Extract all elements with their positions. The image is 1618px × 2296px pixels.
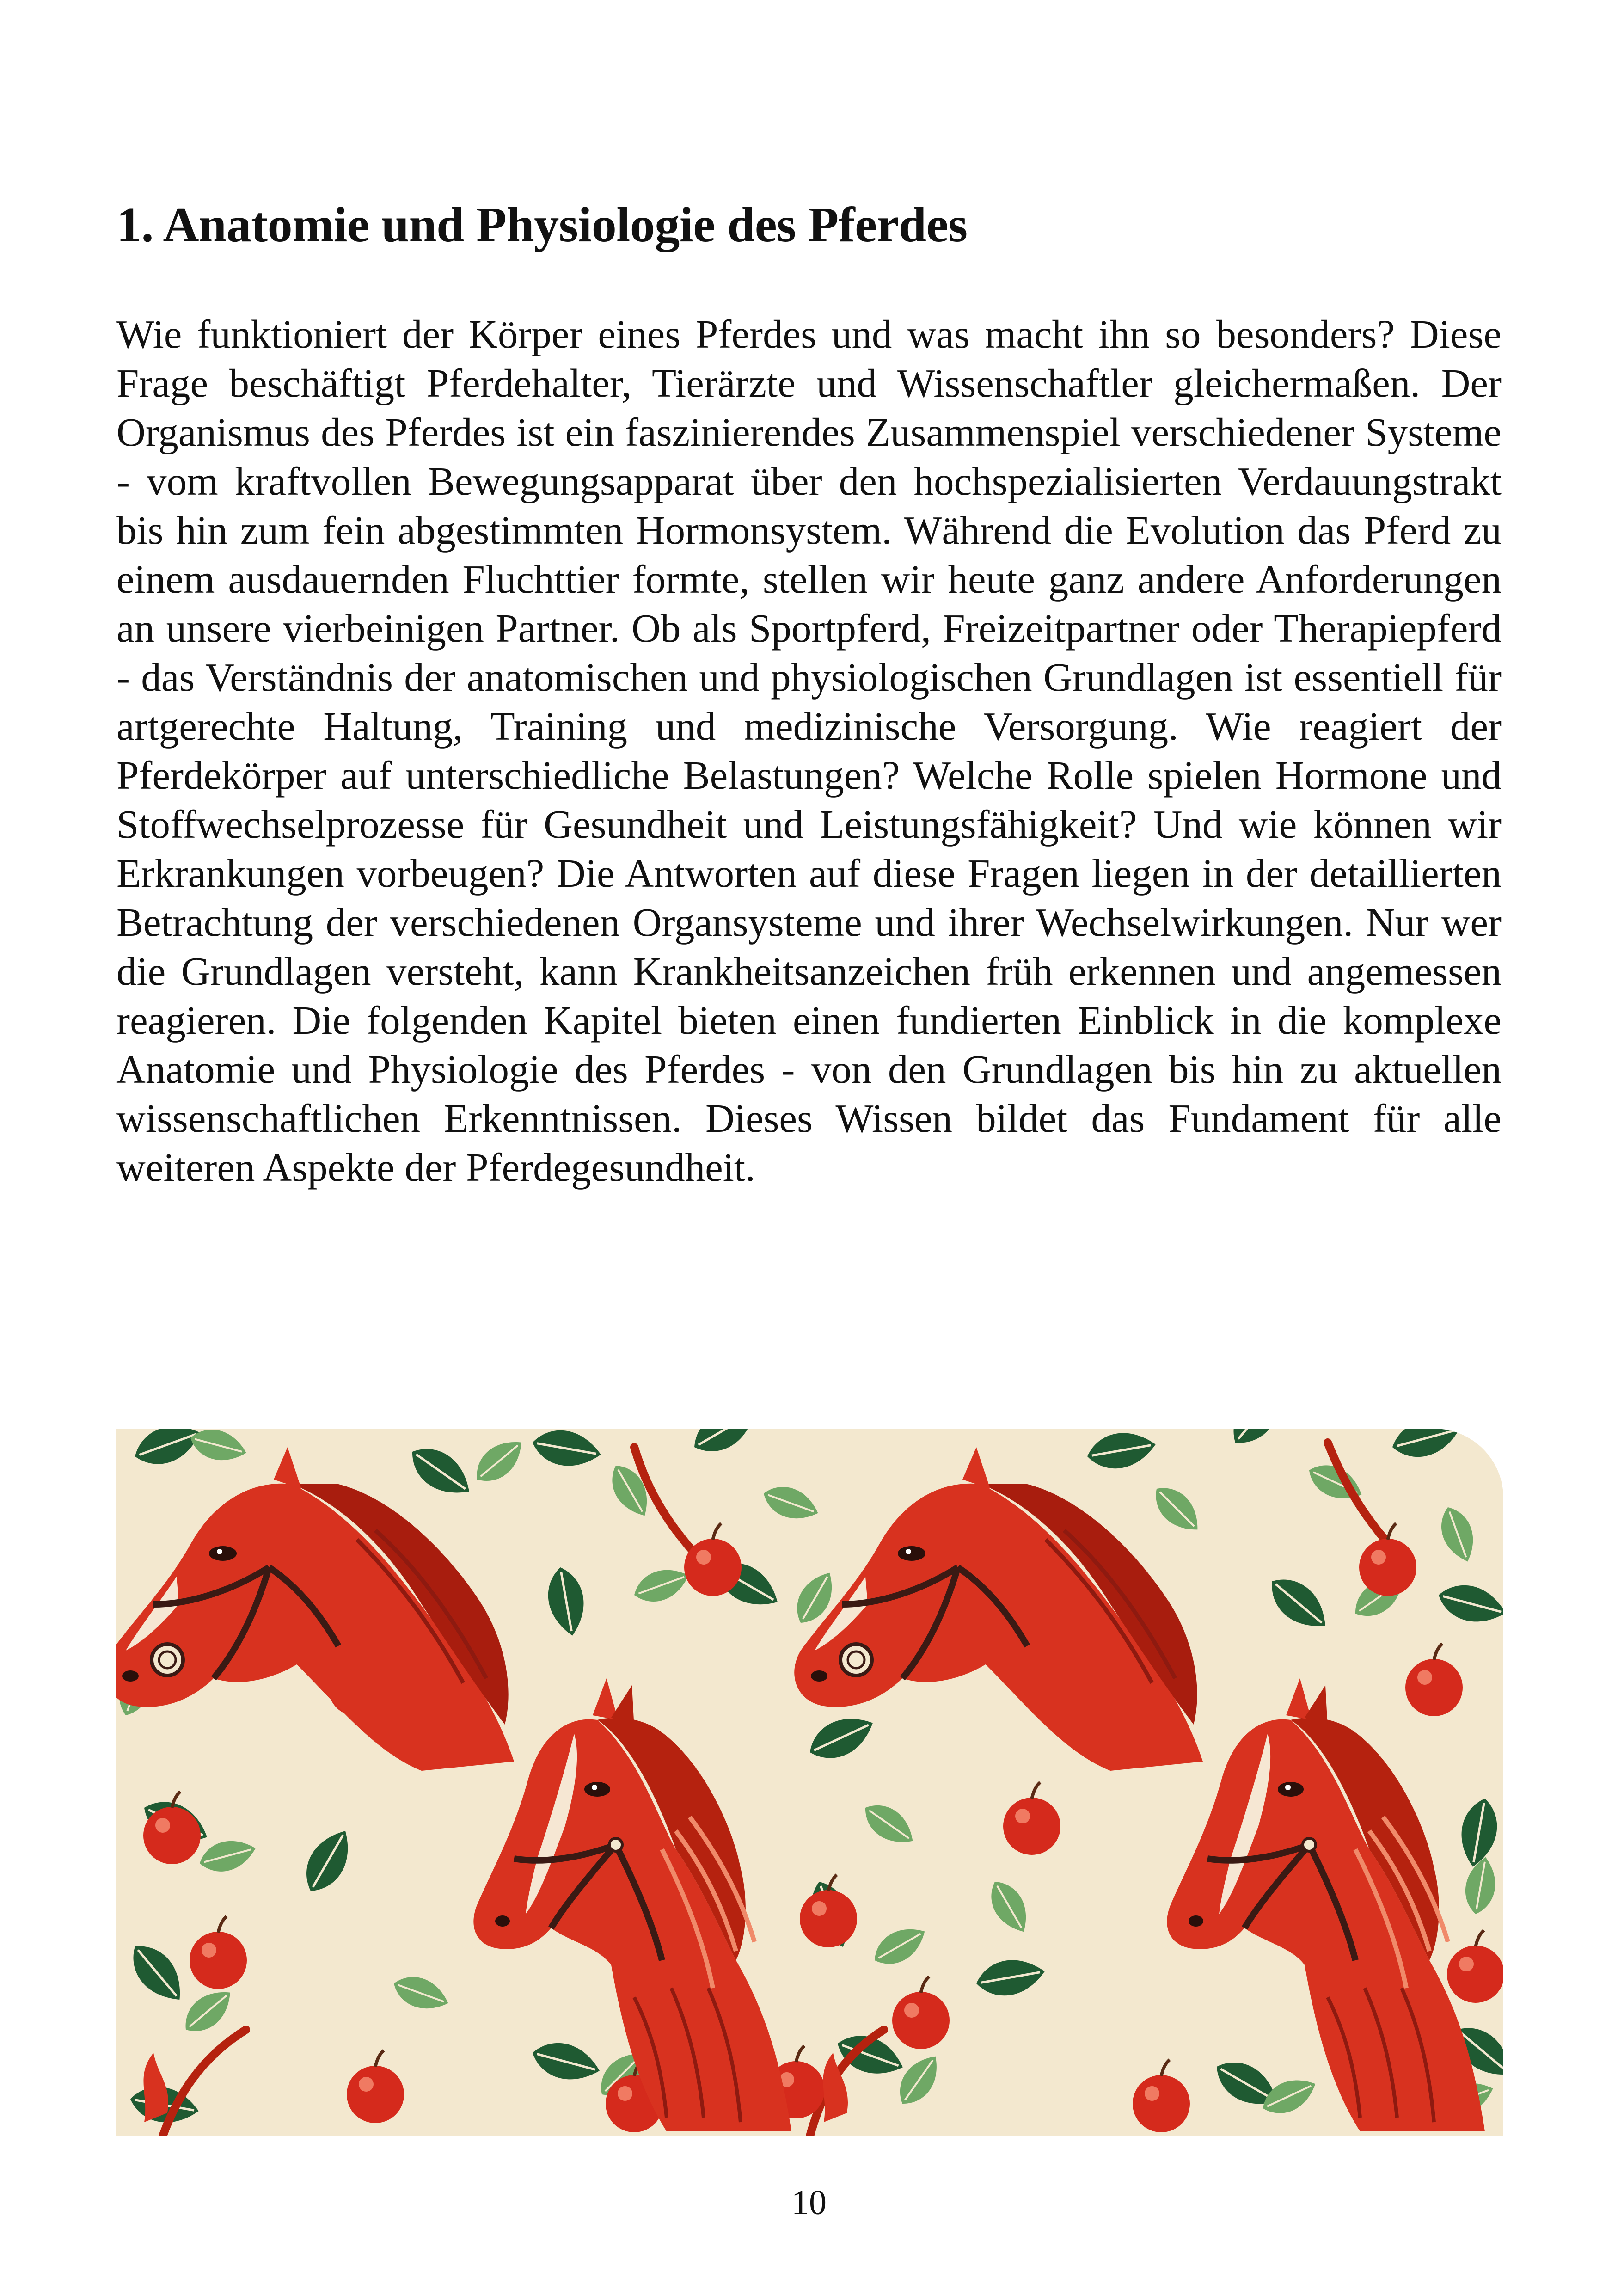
body-paragraph: Wie funktioniert der Körper eines Pferdes und was macht ihn so besonders? Diese Frage beschäftigt Pferdehalter, Tierärzte und Wissenschaftler gleichermaßen. Der Organismus des Pferdes ist ein faszinierendes Zusammenspiel verschiedener Systeme - vom kraftvollen Bewegungsapparat über den hochspezialisierten Verdauungstrakt bis hin zum fein abgestimmten Hormonsystem. Während die Evolution das Pferd zu einem ausdauernden Fluchttier formte, stellen wir heute ganz andere Anforderungen an unsere vierbeinigen Partner. Ob als Sportpferd, Freizeitpartner oder Therapiepferd - das Verständnis der anatomischen und physiologischen Grundlagen ist essentiell für artgerechte Haltung, Training und medizinische Versorgung. Wie reagiert der Pferdekörper auf unterschiedliche Belastungen? Welche Rolle spielen Hormone und Stoffwechselprozesse für Gesundheit und Leistungsfähigkeit? Und wie können wir Erkrankungen vorbeugen? Die Antworten auf diese Fragen liegen in der detaillierten Betrachtung der verschiedenen Organsysteme und ihrer Wechselwirkungen. Nur wer die Grundlagen versteht, kann Krankheitsanzeichen früh erkennen und angemessen reagieren. Die folgenden Kapitel bieten einen fundierten Einblick in die komplexe Anatomie und Physiologie des Pferdes - von den Grundlagen bis hin zu aktuellen wissenschaftlichen Erkenntnissen. Dieses Wissen bildet das Fundament für alle weiteren Aspekte der Pferdegesundheit. xyxy=(116,312,1502,1190)
page-number: 10 xyxy=(791,2183,827,2222)
horse-pattern-illustration xyxy=(116,1429,1503,2136)
horse-pattern-image xyxy=(116,1429,1503,2136)
chapter-title: 1. Anatomie und Physiologie des Pferdes xyxy=(116,197,968,252)
